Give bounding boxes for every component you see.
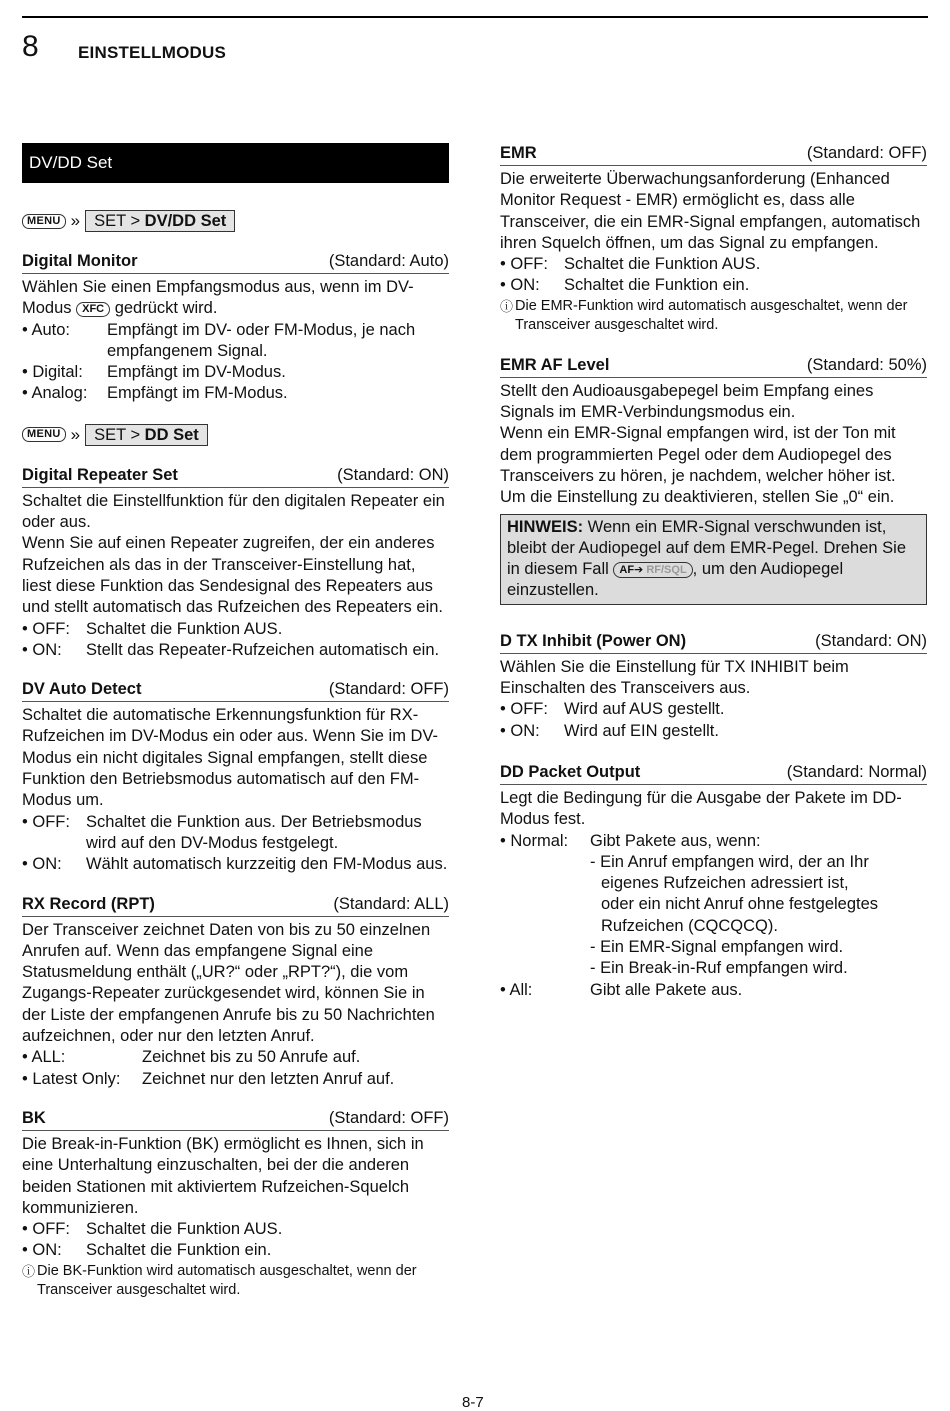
option-value: Empfängt im FM-Modus. (107, 384, 288, 403)
left-column (22, 143, 449, 1300)
option-key: • OFF: (22, 812, 70, 831)
desc-text: Wenn Sie auf einen Repeater zugreifen, der ein anderes Rufzeichen als das in der Transceiver-Einstellung hat, liest diese Funktion das Sendesignal des Repeaters aus und stellt automatisch das Rufzeichen des Repeaters ein. (22, 534, 443, 617)
desc-text: Um die Einstellung zu deaktivieren, stellen Sie „0“ ein. (500, 488, 895, 507)
top-rule (22, 16, 928, 18)
hint-text: , um den Audiopegel einzustellen. (507, 560, 844, 600)
option-key: • ON: (22, 1241, 62, 1260)
menu-path-dvdd (22, 209, 449, 233)
item-description (22, 491, 449, 619)
menu-path-dd (22, 423, 449, 447)
item-heading (500, 143, 927, 166)
sub-text: Rufzeichen (CQCQCQ). (601, 916, 778, 935)
item-heading (22, 894, 449, 917)
option-value: Empfängt im DV-Modus. (107, 363, 286, 382)
item-heading (500, 762, 927, 785)
option-value: Wählt automatisch kurzzeitig den FM-Modus aus. (86, 855, 448, 874)
sub-text: - Ein Break-in-Ruf empfangen wird. (590, 959, 848, 978)
sub-condition (500, 916, 927, 937)
item-description (500, 657, 927, 700)
desc-line: Wählen Sie einen Empfangsmodus aus, wenn im DV- (22, 278, 414, 296)
item-dv-auto-detect (22, 679, 449, 875)
option-value: Schaltet die Funktion AUS. (86, 1220, 283, 1239)
item-default: (Standard: ON) (815, 631, 927, 650)
hint-text: Wenn ein EMR-Signal verschwunden ist, bleibt der Audiopegel auf dem EMR-Pegel. Drehen Sie in diesem Fall (507, 517, 906, 579)
menu-key-icon: MENU (22, 214, 66, 229)
item-emr (500, 143, 927, 335)
item-name: BK (22, 1108, 46, 1127)
option-row (500, 254, 927, 275)
item-heading (22, 251, 449, 274)
option-value: Schaltet die Funktion AUS. (564, 255, 761, 274)
item-description (22, 705, 449, 811)
desc-text: gedrückt wird. (110, 299, 218, 318)
option-key: • OFF: (500, 700, 548, 719)
option-value: Zeichnet bis zu 50 Anrufe auf. (142, 1048, 361, 1067)
desc-text: Schaltet die automatische Erkennungsfunktion für RX-Rufzeichen im DV-Modus ein oder aus. Wenn Sie im DV-Modus ein nicht digitales Signal empfangen, stellt diese Funktion den Betriebsmodus automatisch auf den FM-Modus um. (22, 706, 439, 810)
option-value: Wird auf EIN gestellt. (564, 721, 719, 740)
sub-text: - Ein EMR-Signal empfangen wird. (590, 938, 844, 957)
item-default: (Standard: ON) (337, 465, 449, 484)
option-value: Gibt Pakete aus, wenn: (590, 831, 761, 850)
af-label: AF➔ (619, 564, 644, 577)
sub-condition (500, 894, 927, 915)
option-key: • Analog: (22, 384, 88, 403)
section-title: DV/DD Set (22, 143, 449, 183)
option-row (500, 831, 927, 852)
item-default: (Standard: OFF) (328, 1108, 449, 1127)
indent (500, 937, 590, 958)
option-key: • ON: (22, 640, 62, 659)
option-key: • OFF: (500, 255, 548, 274)
item-description (22, 920, 449, 1048)
option-key: • Auto: (22, 320, 70, 339)
option-row (22, 320, 449, 363)
desc-text: Wenn ein EMR-Signal empfangen wird, ist der Ton mit dem programmierten Pegel oder dem Audiopegel des Transceivers zu hören, je nachdem, welcher höher ist. (500, 424, 896, 485)
option-value: Gibt alle Pakete aus. (590, 980, 743, 999)
option-value: Empfängt im DV- oder FM-Modus, je nach empfangenem Signal. (107, 320, 416, 360)
item-default: (Standard: ALL) (333, 894, 449, 913)
option-key: • Latest Only: (22, 1069, 121, 1088)
menu-path-box (85, 210, 235, 232)
option-value: Zeichnet nur den letzten Anruf auf. (142, 1069, 395, 1088)
option-row (500, 275, 927, 296)
sub-text: oder ein nicht Anruf ohne festgelegtes (601, 895, 879, 914)
item-heading (22, 465, 449, 488)
item-description (500, 788, 927, 831)
option-row (22, 640, 449, 661)
info-note (22, 1262, 449, 1300)
option-key: • ALL: (22, 1048, 66, 1067)
path-separator: » (70, 424, 81, 444)
option-key: • OFF: (22, 619, 70, 638)
right-column (500, 143, 927, 1001)
option-key: • ON: (500, 276, 540, 295)
item-heading (22, 679, 449, 702)
item-name: EMR (500, 144, 537, 162)
menu-key-icon: MENU (22, 427, 66, 442)
option-key: • All: (500, 980, 533, 999)
item-name: DD Packet Output (500, 762, 641, 781)
indent (500, 916, 601, 937)
option-key: • Normal: (500, 831, 569, 850)
option-row (22, 1069, 449, 1090)
sub-condition (500, 852, 927, 873)
desc-text: Schaltet die Einstellfunktion für den digitalen Repeater ein oder aus. (22, 491, 445, 532)
item-digital-monitor (22, 251, 449, 405)
option-value: Schaltet die Funktion ein. (564, 276, 750, 295)
path-separator: » (70, 211, 81, 230)
page-number: 8-7 (462, 1394, 484, 1411)
item-description (500, 169, 927, 254)
item-name: Digital Monitor (22, 252, 138, 270)
item-default: (Standard: Normal) (786, 762, 927, 781)
sub-text: - Ein Anruf empfangen wird, der an Ihr (590, 852, 869, 871)
path-target: DD Set (144, 425, 199, 444)
option-row (22, 362, 449, 383)
sub-text: eigenes Rufzeichen adressiert ist, (601, 874, 849, 893)
option-value: Schaltet die Funktion AUS. (86, 619, 283, 638)
info-icon: ⓘ (22, 1263, 36, 1279)
option-value: Schaltet die Funktion ein. (86, 1241, 272, 1260)
desc-text: Modus (22, 299, 77, 318)
item-default: (Standard: OFF) (806, 144, 927, 162)
item-bk (22, 1108, 449, 1300)
indent (500, 873, 601, 894)
desc-line (22, 298, 449, 319)
item-heading (500, 631, 927, 654)
note-text: Die BK-Funktion wird automatisch ausgeschaltet, wenn der Transceiver ausgeschaltet wird. (37, 1262, 417, 1298)
option-key: • Digital: (22, 363, 83, 382)
info-icon: ⓘ (500, 298, 514, 314)
option-row (500, 699, 927, 720)
desc-text: Legt die Bedingung für die Ausgabe der Pakete im DD-Modus fest. (500, 788, 902, 829)
desc-text: Der Transceiver zeichnet Daten von bis zu 50 einzelnen Anrufen auf. Wenn das empfangene Signal eine Statusmeldung enthält („UR?“ oder „RPT?“), die vom Zugangs-Repeater zurückgesendet wird, können Sie in der Liste der empfangenen Anrufe bis zu 50 Nachrichten aufzeichnen, oder nur den letzten Anruf. (22, 920, 435, 1046)
indent (500, 894, 601, 915)
desc-text: Die Break-in-Funktion (BK) ermöglicht es Ihnen, sich in eine Unterhaltung einzuschalten, bei der die anderen beiden Stationen mit aktiviertem Rufzeichen-Squelch kommunizieren. (22, 1134, 424, 1217)
sub-condition (500, 873, 927, 894)
option-key: • ON: (22, 855, 62, 874)
item-name: RX Record (RPT) (22, 894, 155, 913)
option-row (22, 1047, 449, 1068)
rfsql-label: RF/SQL (646, 564, 687, 577)
indent (500, 958, 590, 979)
option-key: • ON: (500, 721, 540, 740)
item-heading (22, 1108, 449, 1131)
option-value: Stellt das Repeater-Rufzeichen automatisch ein. (86, 640, 440, 659)
chapter-number: 8 (22, 30, 39, 63)
menu-path-box (85, 424, 208, 446)
path-prefix: SET > (94, 425, 145, 444)
chapter-title: EINSTELLMODUS (78, 43, 227, 62)
item-default: (Standard: Auto) (328, 252, 449, 270)
option-row (500, 721, 927, 742)
hint-box (500, 514, 927, 605)
option-value: Schaltet die Funktion aus. Der Betriebsmodus wird auf den DV-Modus festgelegt. (86, 812, 422, 852)
option-row (22, 854, 449, 875)
path-target: DV/DD Set (144, 212, 227, 230)
item-name: EMR AF Level (500, 355, 610, 374)
af-rfsql-knob-icon (613, 562, 692, 578)
item-heading (500, 355, 927, 378)
hint-label: HINWEIS: (507, 517, 584, 536)
item-name: D TX Inhibit (Power ON) (500, 631, 687, 650)
item-d-tx-inhibit (500, 631, 927, 742)
item-dd-packet-output (500, 762, 927, 1001)
item-digital-repeater-set (22, 465, 449, 661)
option-row (500, 980, 927, 1001)
note-text: Die EMR-Funktion wird automatisch ausgeschaltet, wenn der Transceiver ausgeschaltet wird. (515, 297, 908, 333)
item-description (22, 277, 449, 320)
item-name: DV Auto Detect (22, 680, 142, 699)
item-name: Digital Repeater Set (22, 465, 178, 484)
item-default: (Standard: 50%) (806, 355, 927, 374)
path-prefix: SET > (94, 212, 145, 230)
option-row (22, 1219, 449, 1240)
xfc-key-icon: XFC (76, 302, 110, 317)
option-row (22, 619, 449, 640)
desc-text: Wählen Sie die Einstellung für TX INHIBIT beim Einschalten des Transceivers aus. (500, 657, 849, 698)
item-rx-record (22, 894, 449, 1090)
info-note (500, 297, 927, 335)
item-default: (Standard: OFF) (328, 680, 449, 699)
option-key: • OFF: (22, 1220, 70, 1239)
option-row (22, 1240, 449, 1261)
item-description (22, 1134, 449, 1219)
desc-text: Stellt den Audioausgabepegel beim Empfang eines Signals im EMR-Verbindungsmodus ein. (500, 381, 874, 422)
sub-condition (500, 958, 927, 979)
option-row (22, 383, 449, 404)
option-row (22, 812, 449, 855)
desc-text: Die erweiterte Überwachungsanforderung (Enhanced Monitor Request - EMR) ermöglicht es, dass alle Transceiver, die ein EMR-Signal empfangen, automatisch ihren Squelch öffnen, um das Signal zu empfangen. (500, 170, 921, 252)
option-value: Wird auf AUS gestellt. (564, 700, 725, 719)
sub-condition (500, 937, 927, 958)
item-description (500, 381, 927, 509)
indent (500, 852, 590, 873)
item-emr-af-level (500, 355, 927, 605)
